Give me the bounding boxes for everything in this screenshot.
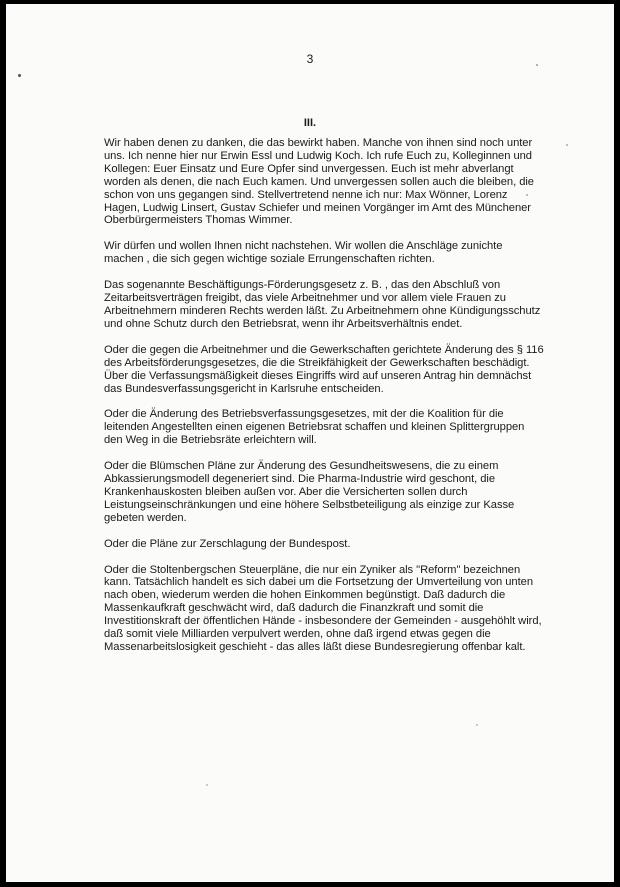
paragraph: Das sogenannte Beschäftigungs-Förderungsgesetz z. B. , das den Abschluß von Zeitarbeitsverträgen freigibt, das viele Arbeitnehmer und vor allem viele Frauen zu Arbeitnehmern minderen Rechts werden läßt. Zu Arbeitnehmern ohne Kündigungsschutz und ohne Schutz durch den Betriebsrat, wenn ihr Arbeitsverhältnis endet. xyxy=(104,279,541,330)
scan-speck xyxy=(566,144,568,146)
scan-speck xyxy=(206,784,208,786)
paper-sheet xyxy=(6,4,614,882)
page-number: 3 xyxy=(306,52,314,66)
paragraph: Wir haben denen zu danken, die das bewirkt haben. Manche von ihnen sind noch unter uns. Ich nenne hier nur Erwin Essl und Ludwig Koch. Ich rufe Euch zu, Kolleginnen und Kollegen: Euer Einsatz und Eure Opfer sind unvergessen. Euch ist mehr abverlangt worden als denen, die nach Euch kamen. Und unvergessen sollen auch die bleiben, die schon von uns gegangen sind. Stellvertretend nenne ich nur: Max Wönner, Lorenz Hagen, Ludwig Linsert, Gustav Schiefer und meinen Vorgänger im Amt des Münchener Oberbürgermeisters Thomas Wimmer. xyxy=(104,137,534,227)
scan-speck xyxy=(476,724,478,726)
paragraph: Oder die Stoltenbergschen Steuerpläne, die nur ein Zyniker als "Reform" bezeichnen kann. Tatsächlich handelt es sich dabei um die Fortsetzung der Umverteilung von unten nach oben, wiederum werden die hohen Einkommen begünstigt. Daß dadurch die Massenkaufkraft geschwächt wird, daß dadurch die Finanzkraft und somit die Investitionskraft der öffentlichen Hände - insbesondere der Gemeinden - ausgehöhlt wird, daß somit viele Milliarden verpulvert werden, ohne daß irgend etwas gegen die Massenarbeitslosigkeit geschieht - das alles läßt diese Bundesregierung offenbar kalt. xyxy=(104,563,542,653)
paragraph: Oder die Pläne zur Zerschlagung der Bundespost. xyxy=(104,537,351,550)
paragraph: Wir dürfen und wollen Ihnen nicht nachstehen. Wir wollen die Anschläge zunichte machen , die sich gegen wichtige soziale Errungenschaften richten. xyxy=(104,240,503,266)
scan-speck xyxy=(18,74,21,77)
scan-speck xyxy=(526,194,528,196)
paragraph: Oder die Änderung des Betriebsverfassungsgesetzes, mit der die Koalition für die leitenden Angestellten einen eigenen Betriebsrat schaffen und kleinen Splittergruppen den Weg in die Betriebsräte erleichtern will. xyxy=(104,408,525,447)
section-heading: III. xyxy=(303,117,317,129)
scan-speck xyxy=(536,64,538,66)
paragraph: Oder die Blümschen Pläne zur Änderung des Gesundheitswesens, die zu einem Abkassierungsmodell degeneriert sind. Die Pharma-Industrie wird geschont, die Krankenhauskosten bleiben außen vor. Aber die Versicherten sollen durch Leistungseinschränkungen und eine höhere Selbstbeteiligung als einzige zur Kasse gebeten werden. xyxy=(104,460,515,524)
document-body xyxy=(104,137,544,667)
paragraph: Oder die gegen die Arbeitnehmer und die Gewerkschaften gerichtete Änderung des § 116 des Arbeitsförderungsgesetzes, die die Streikfähigkeit der Gewerkschaften beschädigt. Über die Verfassungsmäßigkeit dieses Eingriffs wird auf unseren Antrag hin demnächst das Bundesverfassungsgericht in Karlsruhe entscheiden. xyxy=(104,343,544,395)
